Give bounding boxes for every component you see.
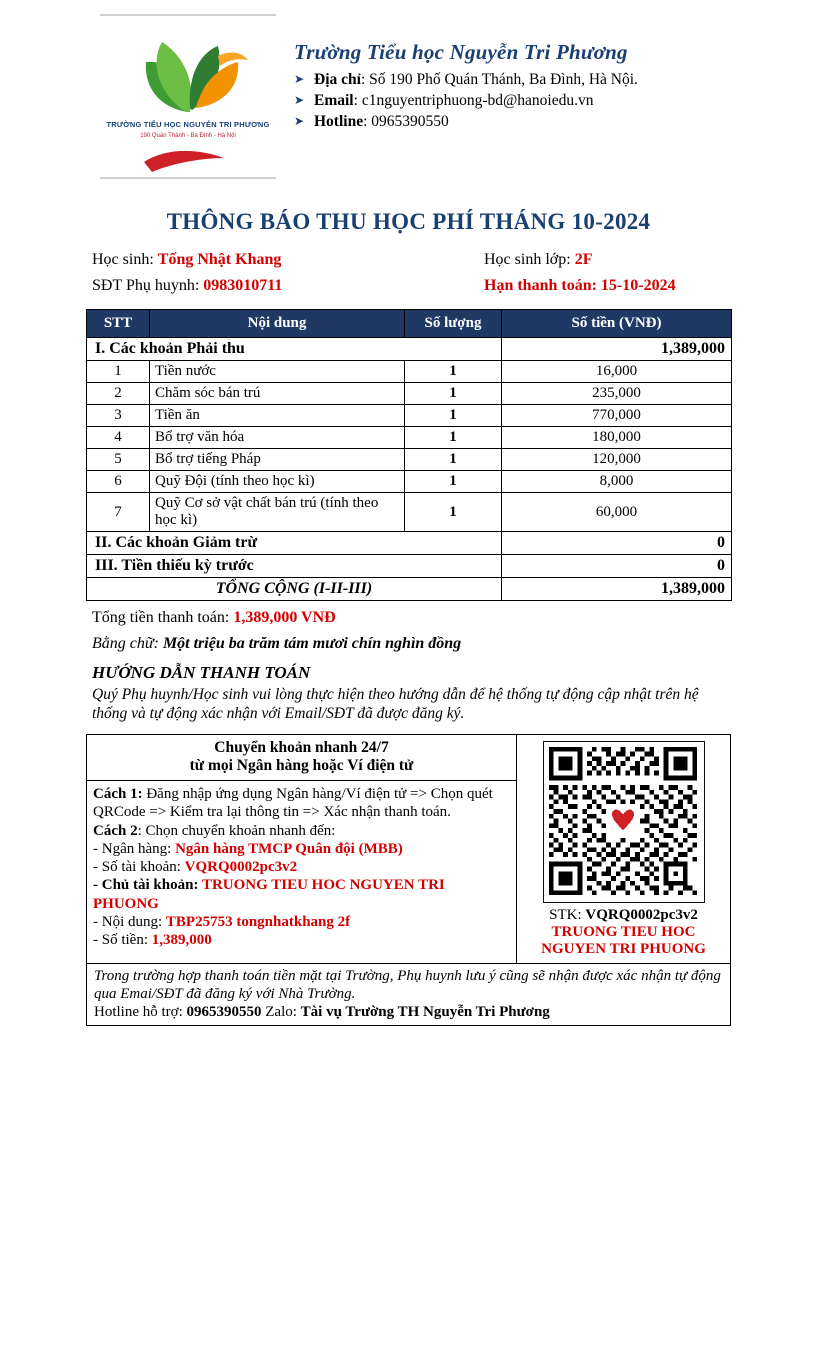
row-amount: 8,000 <box>502 471 732 493</box>
payment-heading-line2: từ mọi Ngân hàng hoặc Ví điện tử <box>189 757 414 775</box>
logo-caption: TRƯỜNG TIỂU HỌC NGUYỄN TRI PHƯƠNG <box>106 120 270 129</box>
document-header <box>0 0 817 179</box>
student-class-value: 2F <box>574 251 593 268</box>
student-name-label: Học sinh: <box>92 251 158 268</box>
row-name: Bổ trợ văn hóa <box>150 427 405 449</box>
contact-address-sep: : <box>360 71 370 88</box>
amount-in-words-value: Một triệu ba trăm tám mươi chín nghìn đồng <box>162 635 462 652</box>
total-amount: 1,389,000 <box>502 578 732 601</box>
row-amount: 770,000 <box>502 405 732 427</box>
section-1-name: I. Các khoản Phải thu <box>87 338 502 361</box>
payment-way-1-label: Cách 1: <box>93 785 143 802</box>
row-qty: 1 <box>405 471 502 493</box>
contact-email-label: Email <box>314 92 354 109</box>
bank-line <box>93 840 510 858</box>
student-class-row <box>484 251 731 269</box>
payment-box-top <box>87 735 730 963</box>
contact-email <box>294 92 638 110</box>
table-row-total <box>87 578 732 601</box>
total-payment-line <box>92 609 731 627</box>
contact-address-label: Địa chỉ <box>314 71 361 88</box>
hotline-value: 0965390550 <box>186 1004 262 1021</box>
row-amount: 60,000 <box>502 493 732 532</box>
table-row <box>87 361 732 383</box>
due-date-label: Hạn thanh toán: <box>484 277 601 294</box>
row-stt: 1 <box>87 361 150 383</box>
arrow-bullet-icon: ➤ <box>294 93 305 107</box>
row-stt: 5 <box>87 449 150 471</box>
qr-account-value: VQRQ0002pc3v2 <box>585 906 698 923</box>
table-row-section-2 <box>87 532 732 555</box>
col-header-stt: STT <box>87 310 150 338</box>
section-2-amount: 0 <box>502 532 732 555</box>
guide-title: HƯỚNG DẪN THANH TOÁN <box>92 663 311 682</box>
transfer-content-value: TBP25753 tongnhatkhang 2f <box>165 914 351 931</box>
payment-way-1-text: Đăng nhập ứng dụng Ngân hàng/Ví điện tử => Chọn quét QRCode => Kiểm tra lại thông tin => Xác nhận thanh toán. <box>93 785 493 821</box>
contact-hotline-sep: : <box>363 113 372 130</box>
row-stt: 3 <box>87 405 150 427</box>
payment-methods <box>87 735 517 963</box>
payment-way-1 <box>93 785 510 822</box>
school-name: Trường Tiểu học Nguyễn Tri Phương <box>294 40 628 64</box>
table-row <box>87 471 732 493</box>
table-row-section-3 <box>87 555 732 578</box>
row-name: Tiền nước <box>150 361 405 383</box>
bank-value: Ngân hàng TMCP Quân đội (MBB) <box>175 840 403 857</box>
payment-instructions-box <box>86 734 731 1027</box>
transfer-amount-value: 1,389,000 <box>151 932 212 949</box>
contact-address <box>294 71 638 89</box>
row-name: Quỹ Đội (tính theo học kì) <box>150 471 405 493</box>
qr-panel <box>517 735 730 963</box>
row-stt: 2 <box>87 383 150 405</box>
table-row <box>87 405 732 427</box>
zalo-label: Zalo: <box>261 1004 301 1021</box>
table-row <box>87 383 732 405</box>
school-info <box>294 14 638 134</box>
row-stt: 4 <box>87 427 150 449</box>
payment-methods-body <box>87 781 516 955</box>
cash-payment-note: Trong trường hợp thanh toán tiền mặt tại Trường, Phụ huynh lưu ý cũng sẽ nhận được xác nhận tự động qua Emai/SĐT đã đăng ký với Nhà Trường. <box>94 967 721 1002</box>
payment-box-heading <box>87 735 516 781</box>
row-amount: 235,000 <box>502 383 732 405</box>
table-row-section-1 <box>87 338 732 361</box>
row-qty: 1 <box>405 383 502 405</box>
payment-way-2-label: Cách 2 <box>93 822 138 839</box>
payment-way-2-text: : Chọn chuyển khoản nhanh đến: <box>137 822 336 839</box>
col-header-quantity: Số lượng <box>405 310 502 338</box>
col-header-content: Nội dung <box>150 310 405 338</box>
account-number-label: - Số tài khoản: <box>93 859 185 876</box>
table-row <box>87 427 732 449</box>
qr-code-image <box>544 742 702 900</box>
payment-footer <box>87 963 730 1026</box>
row-amount: 16,000 <box>502 361 732 383</box>
qr-account-holder-line2: NGUYEN TRI PHUONG <box>541 941 706 958</box>
contact-email-sep: : <box>353 92 358 109</box>
total-payment-label: Tổng tiền thanh toán: <box>92 609 234 626</box>
total-payment-value: 1,389,000 VNĐ <box>233 609 336 626</box>
transfer-content-line <box>93 913 510 931</box>
arrow-bullet-icon: ➤ <box>294 72 305 86</box>
amount-in-words <box>92 635 731 653</box>
parent-phone-row <box>92 277 484 295</box>
student-name-value: Tống Nhật Khang <box>157 251 282 268</box>
section-3-amount: 0 <box>502 555 732 578</box>
table-row <box>87 449 732 471</box>
row-qty: 1 <box>405 449 502 471</box>
amount-in-words-label: Bằng chữ: <box>92 635 163 652</box>
payment-way-2 <box>93 822 510 840</box>
row-name: Bổ trợ tiếng Pháp <box>150 449 405 471</box>
hotline-label: Hotline hỗ trợ: <box>94 1004 187 1021</box>
row-stt: 7 <box>87 493 150 532</box>
contact-hotline <box>294 113 638 131</box>
row-name: Tiền ăn <box>150 405 405 427</box>
due-date-value: 15-10-2024 <box>600 277 676 294</box>
row-qty: 1 <box>405 405 502 427</box>
transfer-amount-label: - Số tiền: <box>93 932 152 949</box>
account-holder-line <box>93 876 510 913</box>
school-logo-icon <box>100 16 276 179</box>
logo-subcaption: 190 Quán Thánh - Ba Đình - Hà Nội <box>140 133 236 139</box>
qr-code[interactable] <box>543 741 705 903</box>
section-2-name: II. Các khoản Giảm trừ <box>87 532 502 555</box>
row-name: Chăm sóc bán trú <box>150 383 405 405</box>
account-number-value: VQRQ0002pc3v2 <box>184 859 298 876</box>
guide-text: Quý Phụ huynh/Học sinh vui lòng thực hiện theo hướng dẫn để hệ thống tự động cập nhật trên hệ thống và tự động xác nhận với Email/SĐT đã được đăng ký. <box>92 686 699 723</box>
table-row <box>87 493 732 532</box>
section-3-name: III. Tiền thiếu kỳ trước <box>87 555 502 578</box>
qr-account-holder-line1: TRUONG TIEU HOC <box>551 924 696 940</box>
fee-table-wrapper <box>86 309 731 601</box>
transfer-content-label: - Nội dung: <box>93 914 166 931</box>
row-amount: 120,000 <box>502 449 732 471</box>
arrow-bullet-icon: ➤ <box>294 114 305 128</box>
page-title: THÔNG BÁO THU HỌC PHÍ THÁNG 10-2024 <box>166 209 651 234</box>
payment-summary <box>86 609 731 724</box>
qr-account-label: STK: <box>549 906 586 923</box>
row-amount: 180,000 <box>502 427 732 449</box>
due-date-row <box>484 277 731 295</box>
student-name-row <box>92 251 484 269</box>
bank-label: - Ngân hàng: <box>93 840 176 857</box>
qr-account-holder <box>521 924 726 959</box>
student-info <box>86 251 731 295</box>
contact-hotline-label: Hotline <box>314 113 364 130</box>
school-logo <box>100 14 276 179</box>
row-qty: 1 <box>405 493 502 532</box>
section-1-amount: 1,389,000 <box>502 338 732 361</box>
parent-phone-value: 0983010711 <box>203 277 283 294</box>
transfer-amount-line <box>93 931 510 949</box>
contact-email-value[interactable]: c1nguyentriphuong-bd@hanoiedu.vn <box>357 92 594 109</box>
contact-address-value: Số 190 Phố Quán Thánh, Ba Đình, Hà Nội. <box>369 71 638 88</box>
row-name: Quỹ Cơ sở vật chất bán trú (tính theo học kì) <box>150 493 405 532</box>
row-qty: 1 <box>405 361 502 383</box>
payment-heading-line1: Chuyển khoản nhanh 24/7 <box>214 738 389 756</box>
total-label: TỔNG CỘNG (I-II-III) <box>87 578 502 601</box>
support-line <box>94 1003 723 1021</box>
table-header-row <box>87 310 732 338</box>
row-qty: 1 <box>405 427 502 449</box>
parent-phone-label: SĐT Phụ huynh: <box>92 277 204 294</box>
contact-hotline-value: 0965390550 <box>371 113 449 130</box>
account-number-line <box>93 858 510 876</box>
qr-account-number <box>521 907 726 924</box>
fee-table <box>86 309 732 601</box>
row-stt: 6 <box>87 471 150 493</box>
col-header-amount: Số tiền (VNĐ) <box>502 310 732 338</box>
zalo-value: Tài vụ Trường TH Nguyễn Tri Phương <box>300 1004 550 1021</box>
account-holder-value: TRUONG TIEU HOC NGUYEN TRI PHUONG <box>93 877 445 912</box>
account-holder-label: - Chủ tài khoản: <box>93 877 202 894</box>
student-class-label: Học sinh lớp: <box>484 251 575 268</box>
